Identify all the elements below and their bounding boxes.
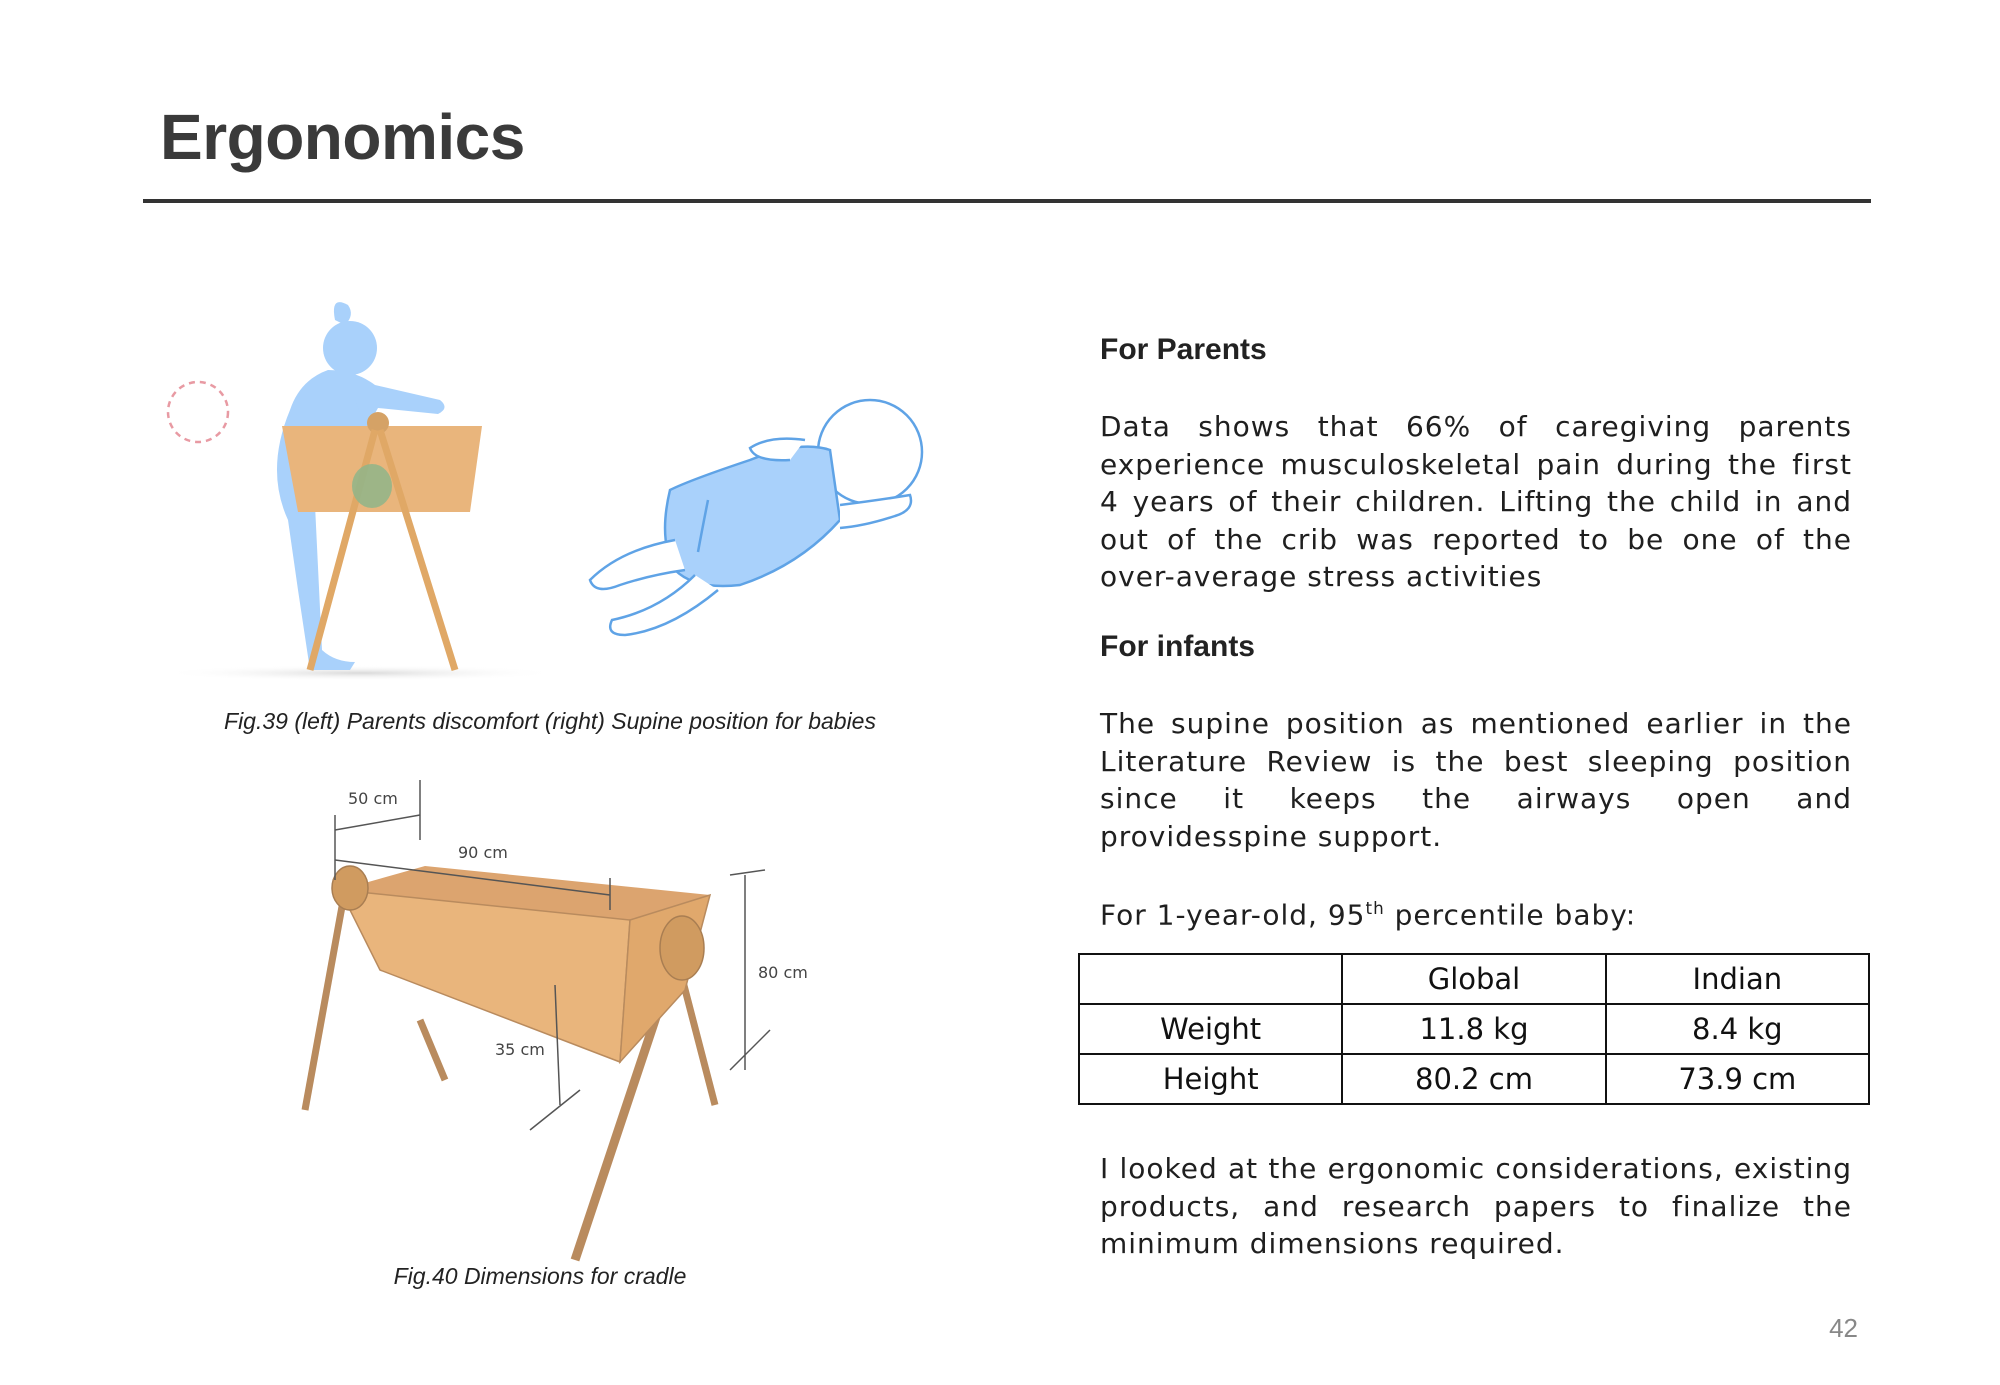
table-header-cell: Indian	[1606, 954, 1869, 1004]
discomfort-marker-icon	[168, 382, 228, 442]
baby-in-cradle	[352, 464, 392, 508]
baby-dimensions-table	[1078, 953, 1870, 1105]
dimension-label-depth: 50 cm	[348, 789, 398, 808]
table-row	[1079, 1054, 1869, 1104]
table-cell: 80.2 cm	[1342, 1054, 1605, 1104]
table-cell: Height	[1079, 1054, 1342, 1104]
percentile-suffix: percentile baby:	[1384, 898, 1637, 932]
dimension-label-height: 80 cm	[758, 963, 808, 982]
figure-39-caption: Fig.39 (left) Parents discomfort (right) Supine position for babies	[224, 708, 876, 734]
table-cell: Weight	[1079, 1004, 1342, 1054]
figure-40-caption: Fig.40 Dimensions for cradle	[393, 1263, 687, 1289]
dimension-label-length: 90 cm	[458, 843, 508, 862]
parents-paragraph: Data shows that 66% of caregiving parents experience musculoskeletal pain during the first 4 years of their children. Lifting the child in and out of the crib was reported to be one of the over-average stress activities	[1100, 410, 1852, 593]
title-divider	[143, 199, 1871, 203]
closing-paragraph: I looked at the ergonomic considerations, existing products, and research papers to finalize the minimum dimensions required.	[1100, 1152, 1852, 1260]
percentile-superscript: th	[1365, 898, 1385, 918]
table-cell: 8.4 kg	[1606, 1004, 1869, 1054]
table-cell: 73.9 cm	[1606, 1054, 1869, 1104]
table-header-row	[1079, 954, 1869, 1004]
dimension-label-inner-height: 35 cm	[495, 1040, 545, 1059]
page-title: Ergonomics	[160, 101, 525, 173]
table-cell: 11.8 kg	[1342, 1004, 1605, 1054]
figure-cradle-dimensions	[290, 770, 830, 1270]
infants-heading: For infants	[1100, 630, 1255, 663]
figure-parents-discomfort	[150, 290, 950, 690]
supine-baby-illustration	[590, 400, 922, 635]
table-header-cell	[1079, 954, 1342, 1004]
table-row	[1079, 1004, 1869, 1054]
parents-heading: For Parents	[1100, 333, 1267, 366]
infants-paragraph: The supine position as mentioned earlier in the Literature Review is the best sleeping position since it keeps the airways open and providesspine support.	[1100, 707, 1852, 853]
table-header-cell: Global	[1342, 954, 1605, 1004]
page-number: 42	[1829, 1313, 1858, 1343]
percentile-prefix: For 1-year-old, 95	[1100, 898, 1366, 932]
floor-shadow	[160, 665, 560, 681]
percentile-line	[1100, 890, 1852, 934]
